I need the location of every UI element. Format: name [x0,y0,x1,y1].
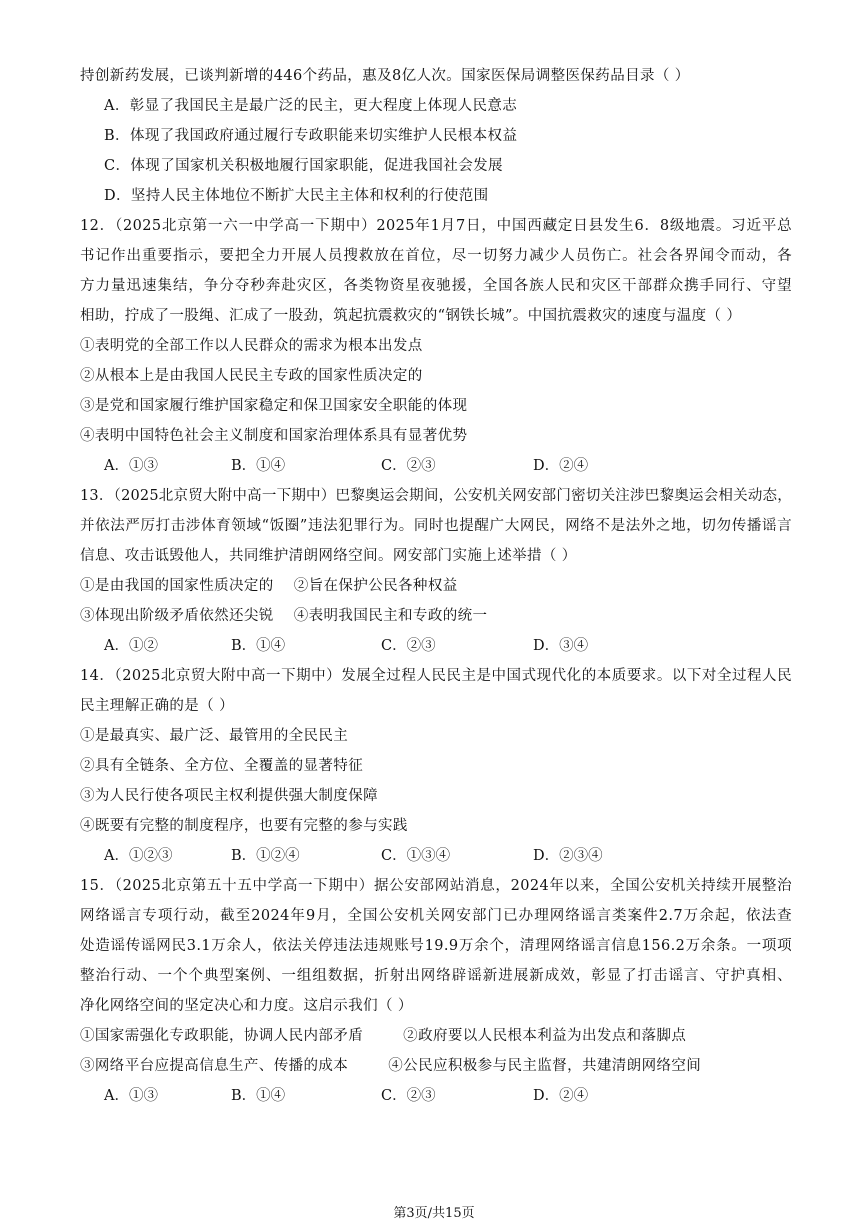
q15-choice-a: A．①③ [104,1088,158,1104]
q13-choices [104,636,704,656]
q12-stem-line-4: 相助，拧成了一股绳、汇成了一股劲，筑起抗震救灾的“钢铁长城”。中国抗震救灾的速度与温度（ ） [80,308,742,324]
q14-choice-a: A．①②③ [104,848,173,864]
q15-choice-b: B．①④ [231,1088,286,1104]
q12-item-4: ④表明中国特色社会主义制度和国家治理体系具有显著优势 [80,428,468,444]
q12-item-3: ③是党和国家履行维护国家稳定和保卫国家安全职能的体现 [80,398,468,414]
q15-items-row-2: ③网络平台应提高信息生产、传播的成本 ④公民应积极参与民主监督，共建清朗网络空间 [80,1058,702,1074]
q14-item-1: ①是最真实、最广泛、最管用的全民民主 [80,728,349,744]
q14-item-2: ②具有全链条、全方位、全覆盖的显著特征 [80,758,364,774]
option-b: B．体现了我国政府通过履行专政职能来切实维护人民根本权益 [104,128,518,144]
q15-stem-line-4: 整治行动、一个个典型案例、一组组数据，折射出网络辟谣新进展新成效，彰显了打击谣言、守护真相、 [80,968,792,984]
q14-item-4: ④既要有完整的制度程序，也要有完整的参与实践 [80,818,408,834]
q14-item-3: ③为人民行使各项民主权利提供强大制度保障 [80,788,378,804]
question-stem-line: 持创新药发展，已谈判新增的446个药品，惠及8亿人次。国家医保局调整医保药品目录（ ） [80,68,690,84]
page-footer: 第3页/共15页 [393,1206,475,1221]
option-a: A．彰显了我国民主是最广泛的民主，更大程度上体现人民意志 [104,98,518,114]
q13-stem-line-2: 并依法严厉打击涉体育领域“饭圈”违法犯罪行为。同时也提醒广大网民，网络不是法外之地，切勿传播谣言 [80,518,792,534]
q12-stem-line-2: 书记作出重要指示，要把全力开展人员搜救放在首位，尽一切努力减少人员伤亡。社会各界闻令而动，各 [80,248,792,264]
q13-choice-c: C．②③ [381,638,436,654]
q12-choice-c: C．②③ [381,458,436,474]
q13-items-row-1: ①是由我国的国家性质决定的 ②旨在保护公民各种权益 [80,578,458,594]
q13-items-row-2: ③体现出阶级矛盾依然还尖锐 ④表明我国民主和专政的统一 [80,608,488,624]
q13-choice-a: A．①② [104,638,158,654]
q15-choices [104,1086,704,1106]
q15-items-row-1: ①国家需强化专政职能，协调人民内部矛盾 ②政府要以人民根本利益为出发点和落脚点 [80,1028,687,1044]
q15-stem-line-2: 网络谣言专项行动，截至2024年9月，全国公安机关网安部门已办理网络谣言类案件2.7万余起，依法查 [80,908,792,924]
q14-choice-d: D．②③④ [533,848,603,864]
q14-choice-b: B．①②④ [231,848,300,864]
q13-choice-b: B．①④ [231,638,286,654]
q12-stem-line-3: 方力量迅速集结，争分夺秒奔赴灾区，各类物资星夜驰援，全国各族人民和灾区干部群众携手同行、守望 [80,278,792,294]
q12-stem-line-1: 12．（2025北京第一六一中学高一下期中）2025年1月7日，中国西藏定日县发生6．8级地震。习近平总 [80,218,792,234]
q13-choice-d: D．③④ [533,638,589,654]
q14-stem-line-1: 14．（2025北京贸大附中高一下期中）发展全过程人民民主是中国式现代化的本质要求。以下对全过程人民 [80,668,792,684]
q15-choice-c: C．②③ [381,1088,436,1104]
q13-stem-line-1: 13．（2025北京贸大附中高一下期中）巴黎奥运会期间，公安机关网安部门密切关注涉巴黎奥运会相关动态， [80,488,792,504]
q15-stem-line-1: 15．（2025北京第五十五中学高一下期中）据公安部网站消息，2024年以来，全国公安机关持续开展整治 [80,878,792,894]
q12-item-2: ②从根本上是由我国人民民主专政的国家性质决定的 [80,368,423,384]
q15-stem-line-5: 净化网络空间的坚定决心和力度。这启示我们（ ） [80,998,413,1014]
q14-stem-line-2: 民主理解正确的是（ ） [80,698,235,714]
q15-choice-d: D．②④ [533,1088,589,1104]
q12-choice-d: D．②④ [533,458,589,474]
q13-stem-line-3: 信息、攻击诋毁他人，共同维护清朗网络空间。网安部门实施上述举措（ ） [80,548,577,564]
q14-choice-c: C．①③④ [381,848,451,864]
q12-choice-b: B．①④ [231,458,286,474]
q14-choices [104,846,704,866]
q12-choice-a: A．①③ [104,458,158,474]
q12-item-1: ①表明党的全部工作以人民群众的需求为根本出发点 [80,338,423,354]
q15-stem-line-3: 处造谣传谣网民3.1万余人，依法关停违法违规账号19.9万余个，清理网络谣言信息156.2万余条。一项项 [80,938,792,954]
q12-choices [104,456,704,476]
option-d: D．坚持人民主体地位不断扩大民主主体和权利的行使范围 [104,188,489,204]
option-c: C．体现了国家机关积极地履行国家职能，促进我国社会发展 [104,158,503,174]
